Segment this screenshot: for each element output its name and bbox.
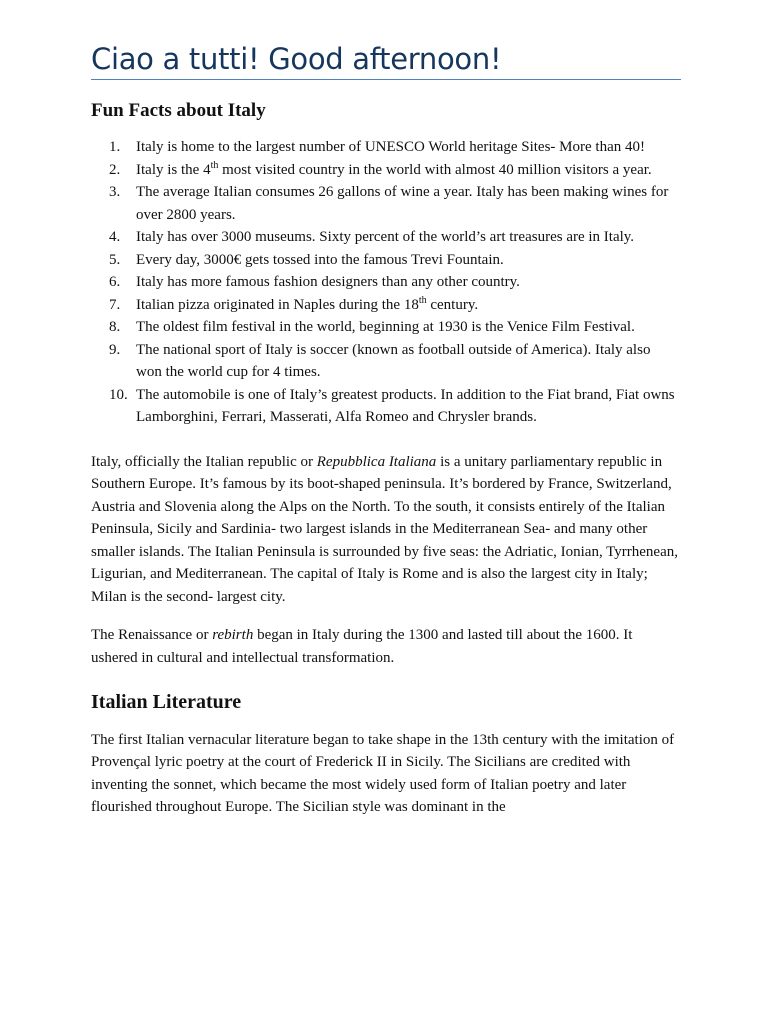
list-item-text: Italy has over 3000 museums. Sixty percent of the world’s art treasures are in Italy. (136, 229, 635, 245)
list-item-number: 7. (109, 296, 121, 313)
paragraph-text-start: Italy, officially the Italian republic or (91, 453, 317, 470)
paragraph-text-end: began in Italy during the 1300 and lasted till about the 1600. It ushered in cultural and intellectual transformation. (91, 627, 633, 666)
title-divider (91, 79, 681, 80)
paragraph-text-end: is a unitary parliamentary republic in Southern Europe. It’s famous by its boot-shaped peninsula. It’s bordered by France, Switzerland, Austria and Slovenia along the Alps on the North. To the south, it consists entirely of the Italian Peninsula, Sicily and Sardinia- two largest islands in the Mediterranean Sea- and many other smaller islands. The Italian Peninsula is surrounded by five seas: the Adriatic, Ionian, Tyrrhenean, Ligurian, and Mediterranean. The capital of Italy is Rome and is also the largest city in Italy; Milan is the second- largest city. (91, 453, 678, 605)
list-item (91, 339, 680, 384)
list-item (91, 136, 680, 159)
list-item-number: 4. (109, 229, 121, 245)
list-item-text-end: most visited country in the world with almost 40 million visitors a year. (218, 161, 652, 178)
list-item-text-start: Italian pizza originated in Naples during the 18 (136, 296, 419, 313)
list-item-text: The national sport of Italy is soccer (known as football outside of America). Italy also won the world cup for 4 times. (136, 341, 651, 380)
list-item-text: The average Italian consumes 26 gallons of wine a year. Italy has been making wines for over 2800 years. (136, 184, 669, 223)
ordinal-suffix: th (210, 159, 219, 171)
list-item-text-start: Italy is the 4 (136, 161, 211, 178)
list-item (91, 316, 680, 339)
list-item-number: 10. (109, 386, 128, 403)
list-item-text: Every day, 3000€ gets tossed into the famous Trevi Fountain. (136, 251, 504, 268)
list-item-number: 8. (109, 319, 121, 335)
list-item (91, 226, 680, 249)
list-item (91, 271, 680, 294)
list-item-text: Italy has more famous fashion designers than any other country. (136, 274, 520, 290)
list-item-number: 3. (109, 184, 121, 200)
list-item (91, 294, 680, 317)
list-item-text: The automobile is one of Italy’s greatest products. In addition to the Fiat brand, Fiat owns Lamborghini, Ferrari, Masserati, Alfa Romeo and Chrysler brands. (136, 386, 675, 425)
literature-heading: Italian Literature (91, 691, 242, 713)
italic-term: Repubblica Italiana (316, 453, 437, 470)
document-title: Ciao a tutti! Good afternoon! (91, 42, 502, 76)
list-item-number: 6. (109, 274, 121, 290)
fun-facts-heading: Fun Facts about Italy (91, 99, 266, 121)
list-item (91, 159, 680, 182)
italic-term: rebirth (212, 627, 254, 643)
italy-overview-paragraph (91, 451, 680, 609)
list-item-text: Italy is home to the largest number of UNESCO World heritage Sites- More than 40! (136, 139, 645, 155)
list-item-text: The oldest film festival in the world, beginning at 1930 is the Venice Film Festival. (136, 319, 635, 335)
list-item-number: 1. (109, 139, 121, 155)
ordinal-suffix: th (418, 294, 427, 306)
list-item-number: 5. (109, 251, 121, 268)
list-item-text-end: century. (426, 296, 479, 313)
renaissance-paragraph (91, 624, 680, 669)
fun-facts-list (91, 136, 680, 429)
list-item (91, 181, 680, 226)
list-item-number: 2. (109, 161, 121, 178)
list-item (91, 249, 680, 272)
list-item-number: 9. (109, 341, 121, 358)
list-item (91, 384, 680, 429)
literature-paragraph: The first Italian vernacular literature began to take shape in the 13th century with the imitation of Provençal lyric poetry at the court of Frederick II in Sicily. The Sicilians are credited with inventing the sonnet, which became the most widely used form of Italian poetry and later flourished throughout Europe. The Sicilian style was dominant in the (91, 731, 675, 815)
paragraph-text-start: The Renaissance or (91, 627, 213, 643)
